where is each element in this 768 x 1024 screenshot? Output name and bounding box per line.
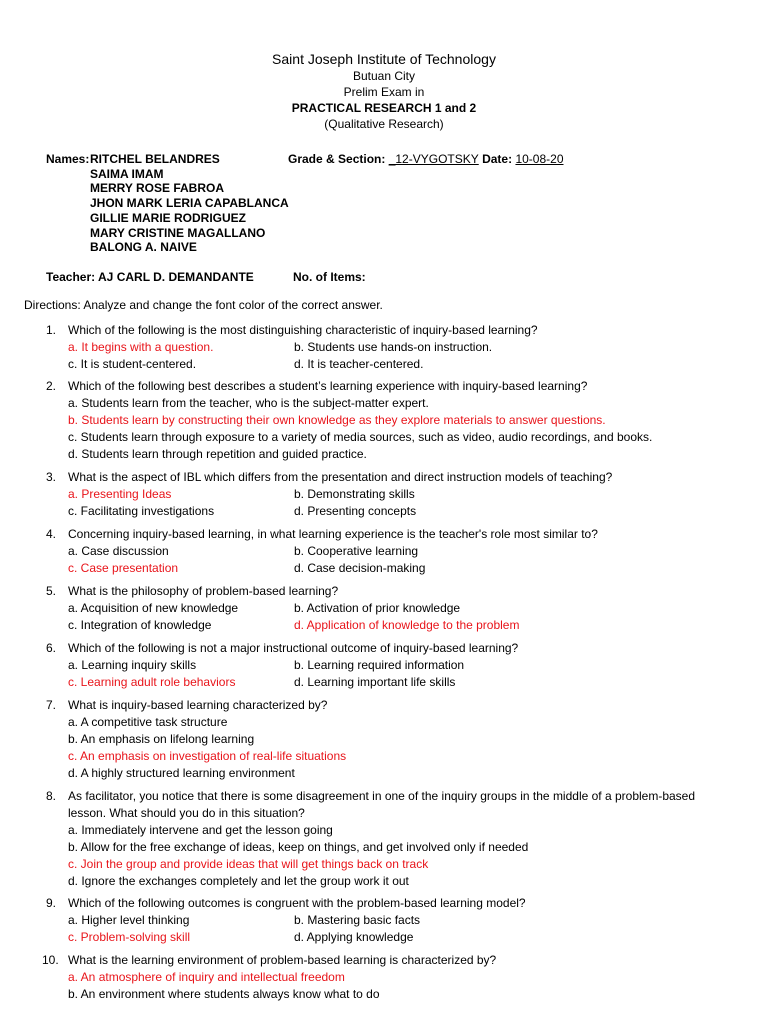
question-number: 5. [46,584,57,598]
option-b: b. Learning required information [294,658,465,672]
option-c: c. Facilitating investigations [68,504,215,518]
option-a: a. A competitive task structure [68,715,228,729]
grade-section [288,152,564,166]
question-number: 8. [46,789,57,803]
option-c: c. Students learn through exposure to a variety of media sources, such as video, audio recordings, and books. [68,430,653,444]
grade-label: Grade & Section: [288,152,386,166]
question-stem: What is the aspect of IBL which differs from the presentation and direct instruction models of teaching? [68,470,613,484]
question-1 [46,322,746,373]
question-stem: What is the learning environment of problem-based learning is characterized by? [68,953,497,967]
question-6 [46,640,746,691]
option-c: c. Learning adult role behaviors [68,675,236,689]
option-b: b. An emphasis on lifelong learning [68,732,255,746]
question-2 [46,378,746,463]
question-10 [42,952,746,1003]
option-a: a. Learning inquiry skills [68,658,197,672]
option-b: b. Allow for the free exchange of ideas, keep on things, and get involved only if needed [68,840,529,854]
question-number: 10. [42,953,59,967]
question-number: 4. [46,527,57,541]
option-d: d. Learning important life skills [294,675,456,689]
student-name: MARY CRISTINE MAGALLANO [90,225,266,240]
question-number: 7. [46,698,57,712]
question-number: 1. [46,323,57,337]
school-name: Saint Joseph Institute of Technology [272,51,496,67]
option-b: b. Students learn by constructing their own knowledge as they explore materials to answer questions. [68,413,606,427]
date-label: Date: [482,152,513,166]
question-7 [46,697,746,782]
option-c: c. Problem-solving skill [68,930,191,944]
teacher-name: Teacher: AJ CARL D. DEMANDANTE [46,270,254,284]
question-stem: Which of the following best describes a student’s learning experience with inquiry-based learning? [68,379,588,393]
question-number: 3. [46,470,57,484]
question-8 [46,788,746,890]
subject-title: PRACTICAL RESEARCH 1 and 2 [291,101,477,115]
option-b: b. An environment where students always know what to do [68,987,380,1001]
student-name: JHON MARK LERIA CAPABLANCA [90,196,289,211]
question-stem: Which of the following outcomes is congruent with the problem-based learning model? [68,896,526,910]
option-a: a. Immediately intervene and get the lesson going [68,823,333,837]
question-3 [46,469,746,520]
option-b: b. Activation of prior knowledge [294,601,461,615]
student-name: RITCHEL BELANDRES [90,152,220,166]
option-d: d. Ignore the exchanges completely and let the group work it out [68,874,409,888]
student-name: BALONG A. NAIVE [90,240,197,255]
directions: Directions: Analyze and change the font color of the correct answer. [24,298,383,312]
option-d: d. Presenting concepts [294,504,417,518]
date-value: 10-08-20 [515,152,564,166]
option-c: c. Integration of knowledge [68,618,212,632]
question-number: 6. [46,641,57,655]
option-d: d. Students learn through repetition and guided practice. [68,447,367,461]
option-a: a. It begins with a question. [68,340,214,354]
question-stem: As facilitator, you notice that there is some disagreement in one of the inquiry groups in the middle of a problem-based [68,789,696,803]
option-a: a. Presenting Ideas [68,487,172,501]
names-block [46,152,289,255]
exam-header [0,50,768,132]
option-b: b. Demonstrating skills [294,487,415,501]
option-d: d. Case decision-making [294,561,426,575]
option-d: d. It is teacher-centered. [294,357,424,371]
option-d: d. Applying knowledge [294,930,414,944]
option-a: a. Case discussion [68,544,169,558]
question-stem: What is the philosophy of problem-based learning? [68,584,339,598]
option-b: b. Mastering basic facts [294,913,421,927]
option-c: c. An emphasis on investigation of real-life situations [68,749,347,763]
grade-value: _12-VYGOTSKY [388,152,479,166]
option-d: d. A highly structured learning environment [68,766,295,780]
option-b: b. Students use hands-on instruction. [294,340,493,354]
question-9 [46,895,746,946]
option-a: a. Higher level thinking [68,913,190,927]
question-stem: Concerning inquiry-based learning, in what learning experience is the teacher's role most similar to? [68,527,598,541]
research-type: (Qualitative Research) [324,117,444,131]
question-stem: Which of the following is the most distinguishing characteristic of inquiry-based learning? [68,323,538,337]
option-b: b. Cooperative learning [294,544,419,558]
city: Butuan City [352,69,416,83]
question-4 [46,526,746,577]
question-number: 2. [46,379,57,393]
question-stem-continued: lesson. What should you do in this situation? [68,806,305,820]
question-stem: Which of the following is not a major instructional outcome of inquiry-based learning? [68,641,519,655]
exam-title: Prelim Exam in [343,85,425,99]
option-c: c. It is student-centered. [68,357,197,371]
option-a: a. Acquisition of new knowledge [68,601,239,615]
question-5 [46,583,746,634]
option-a: a. An atmosphere of inquiry and intellectual freedom [68,970,345,984]
question-number: 9. [46,896,57,910]
items-count: No. of Items: [293,270,366,284]
option-a: a. Students learn from the teacher, who is the subject-matter expert. [68,396,429,410]
student-name: MERRY ROSE FABROA [90,181,225,196]
student-name: GILLIE MARIE RODRIGUEZ [90,210,246,225]
names-label: Names: [46,152,90,166]
option-c: c. Join the group and provide ideas that will get things back on track [68,857,429,871]
option-d: d. Application of knowledge to the problem [294,618,520,632]
question-stem: What is inquiry-based learning characterized by? [68,698,328,712]
student-name: SAIMA IMAM [90,166,164,181]
option-c: c. Case presentation [68,561,179,575]
